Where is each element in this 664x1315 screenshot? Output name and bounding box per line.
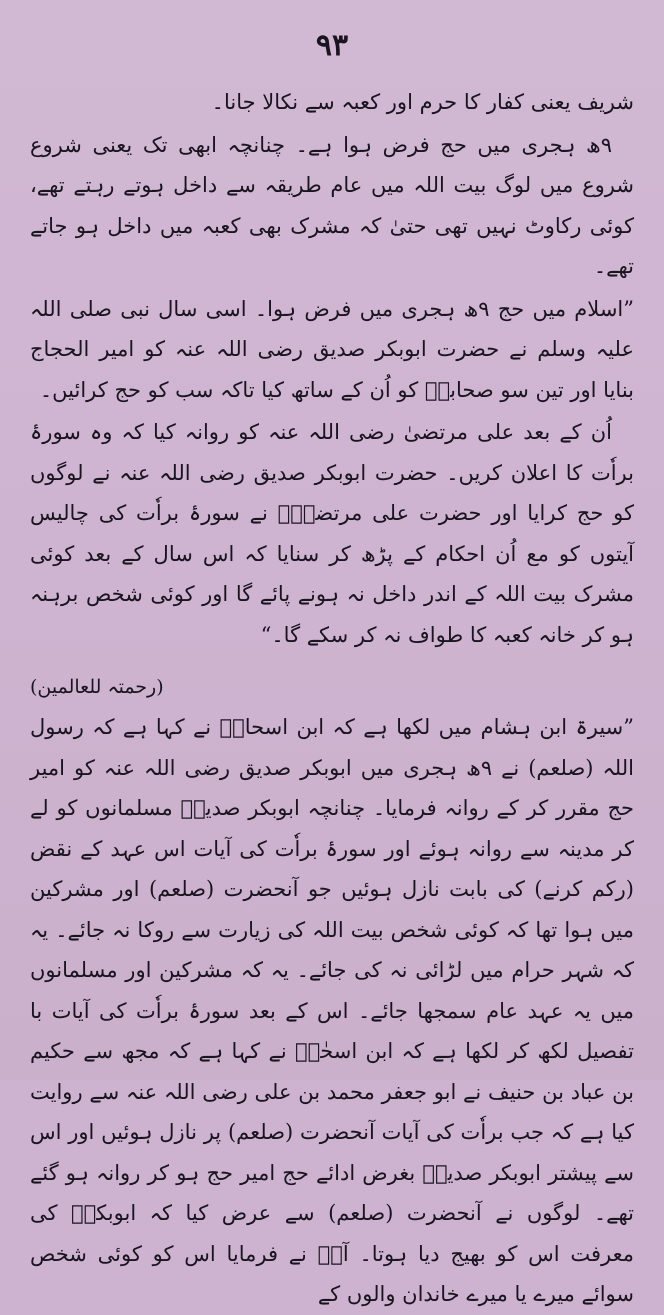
citation-rahmatul-lil-alameen: (رحمتہ للعالمین) [30,676,164,698]
page-number: ٩٣ [315,28,349,63]
paragraph-3: ”اسلام میں حج ۹ھ ہجری میں فرض ہوا۔ اسی سال نبی صلی اللہ علیہ وسلم نے حضرت ابوبکر صدیق رضی اللہ عنہ کو امیر الحجاج بنایا اور تین سو صحابہؓ کو اُن کے ساتھ کیا تاکہ سب کو حج کرائیں۔ [30,296,634,402]
page-body [30,82,634,1315]
paragraph-5: ”سیرۃ ابن ہشام میں لکھا ہے کہ ابن اسحاقؒ نے کہا ہے کہ رسول اللہ (صلعم) نے ۹ھ ہجری میں ابوبکر صدیق رضی اللہ عنہ کو امیر حج مقرر کر کے روانہ فرمایا۔ چنانچہ ابوبکر صدیقؓ مسلمانوں کو لے کر مدینہ سے روانہ ہوئے اور سورۂ براٗت کی آیات اس عہد کے نقض (رکم کرنے) کی بابت نازل ہوئیں جو آنحضرت (صلعم) اور مشرکین میں ہوا تھا کہ کوئی شخص بیت اللہ کی زیارت سے روکا نہ جائے۔ یہ کہ شہر حرام میں لڑائی نہ کی جائے۔ یہ کہ مشرکین اور مسلمانوں میں یہ عہد عام سمجھا جائے۔ اس کے بعد سورۂ براٗت کی آیات با تفصیل لکھ کر لکھا ہے کہ ابن اسحٰقؒ نے کہا ہے کہ مجھ سے حکیم بن عباد بن حنیف نے ابو جعفر محمد بن علی رضی اللہ عنہ سے روایت کیا ہے کہ جب براٗت کی آیات آنحضرت (صلعم) پر نازل ہوئیں اور اس سے پیشتر ابوبکر صدیقؓ بغرض ادائے حج امیر حج ہو کر روانہ ہو گئے تھے۔ لوگوں نے آنحضرت (صلعم) سے عرض کیا کہ ابوبکرؓ کی معرفت اس کو بھیج دیا ہوتا۔ آپؐ نے فرمایا اس کو کوئی شخص سوائے میرے یا میرے خاندان والوں کے [30,715,634,1306]
paragraph-4: اُن کے بعد علی مرتضیٰ رضی اللہ عنہ کو روانہ کیا کہ وہ سورۂ براٗت کا اعلان کریں۔ حضرت ابوبکر صدیق رضی اللہ عنہ نے لوگوں کو حج کرایا اور حضرت علی مرتضیٰؓ نے سورۂ براٗت کی چالیس آیتوں کو مع اُن احکام کے پڑھ کر سنایا کہ اس سال کے بعد کوئی مشرک بیت اللہ کے اندر داخل نہ ہونے پائے گا اور کوئی شخص برہنہ ہو کر خانہ کعبہ کا طواف نہ کر سکے گا۔“ [30,420,634,647]
paragraph-2: ۹ھ ہجری میں حج فرض ہوا ہے۔ چنانچہ ابھی تک یعنی شروع شروع میں لوگ بیت اللہ میں عام طریقہ سے داخل ہوتے رہتے تھے، کوئی رکاوٹ نہیں تھی حتیٰ کہ مشرک بھی کعبہ میں داخل ہو جاتے تھے۔ [30,132,634,278]
paragraph-1: شریف یعنی کفار کا حرم اور کعبہ سے نکالا جانا۔ [211,90,634,114]
